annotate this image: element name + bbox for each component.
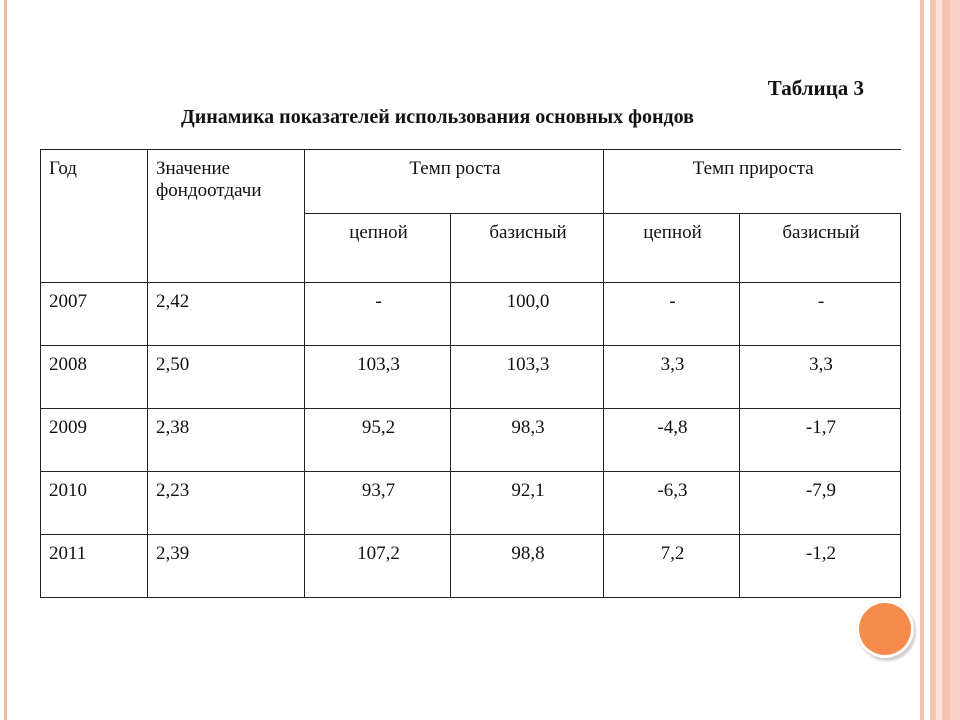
header-year: Год — [41, 150, 148, 283]
cell-value: 2,50 — [148, 346, 305, 409]
fund-usage-table — [40, 149, 901, 598]
cell-growth-base: 98,8 — [451, 535, 604, 598]
cell-value: 2,42 — [148, 283, 305, 346]
cell-growth-base: 103,3 — [451, 346, 604, 409]
cell-growth-chain: - — [305, 283, 451, 346]
cell-increase-chain: -4,8 — [604, 409, 740, 472]
cell-growth-base: 98,3 — [451, 409, 604, 472]
cell-value: 2,38 — [148, 409, 305, 472]
table-row — [41, 283, 901, 346]
header-value — [148, 150, 305, 283]
cell-increase-chain: -6,3 — [604, 472, 740, 535]
cell-growth-chain: 107,2 — [305, 535, 451, 598]
cell-increase-base: -1,2 — [740, 535, 901, 598]
table-number: Таблица 3 — [767, 76, 864, 100]
cell-growth-chain: 103,3 — [305, 346, 451, 409]
table-row — [41, 409, 901, 472]
cell-growth-chain: 93,7 — [305, 472, 451, 535]
header-increase-chain: цепной — [604, 214, 740, 283]
cell-increase-chain: 3,3 — [604, 346, 740, 409]
right-frame-stripes — [916, 0, 960, 720]
cell-increase-chain: 7,2 — [604, 535, 740, 598]
header-value-line2: фондоотдачи — [156, 180, 262, 201]
cell-growth-base: 100,0 — [451, 283, 604, 346]
cell-growth-chain: 95,2 — [305, 409, 451, 472]
header-growth-base: базисный — [451, 214, 604, 283]
cell-year: 2011 — [41, 535, 148, 598]
cell-year: 2010 — [41, 472, 148, 535]
header-increase-rate: Темп прироста — [604, 150, 901, 214]
header-growth-chain: цепной — [305, 214, 451, 283]
cell-year: 2009 — [41, 409, 148, 472]
cell-increase-base: 3,3 — [740, 346, 901, 409]
left-frame-line — [4, 0, 7, 720]
table-row — [41, 535, 901, 598]
header-growth-rate: Темп роста — [305, 150, 604, 214]
header-value-line1: Значение — [156, 158, 231, 179]
table-row — [41, 472, 901, 535]
cell-value: 2,23 — [148, 472, 305, 535]
cell-increase-base: -1,7 — [740, 409, 901, 472]
header-row-1 — [41, 150, 901, 214]
header-increase-base: базисный — [740, 214, 901, 283]
table-title: Динамика показателей использования основных фондов — [181, 106, 694, 128]
cell-growth-base: 92,1 — [451, 472, 604, 535]
cell-value: 2,39 — [148, 535, 305, 598]
table-row — [41, 346, 901, 409]
cell-increase-base: -7,9 — [740, 472, 901, 535]
cell-increase-chain: - — [604, 283, 740, 346]
cell-year: 2008 — [41, 346, 148, 409]
cell-increase-base: - — [740, 283, 901, 346]
cell-year: 2007 — [41, 283, 148, 346]
decorative-orange-circle — [856, 600, 914, 658]
